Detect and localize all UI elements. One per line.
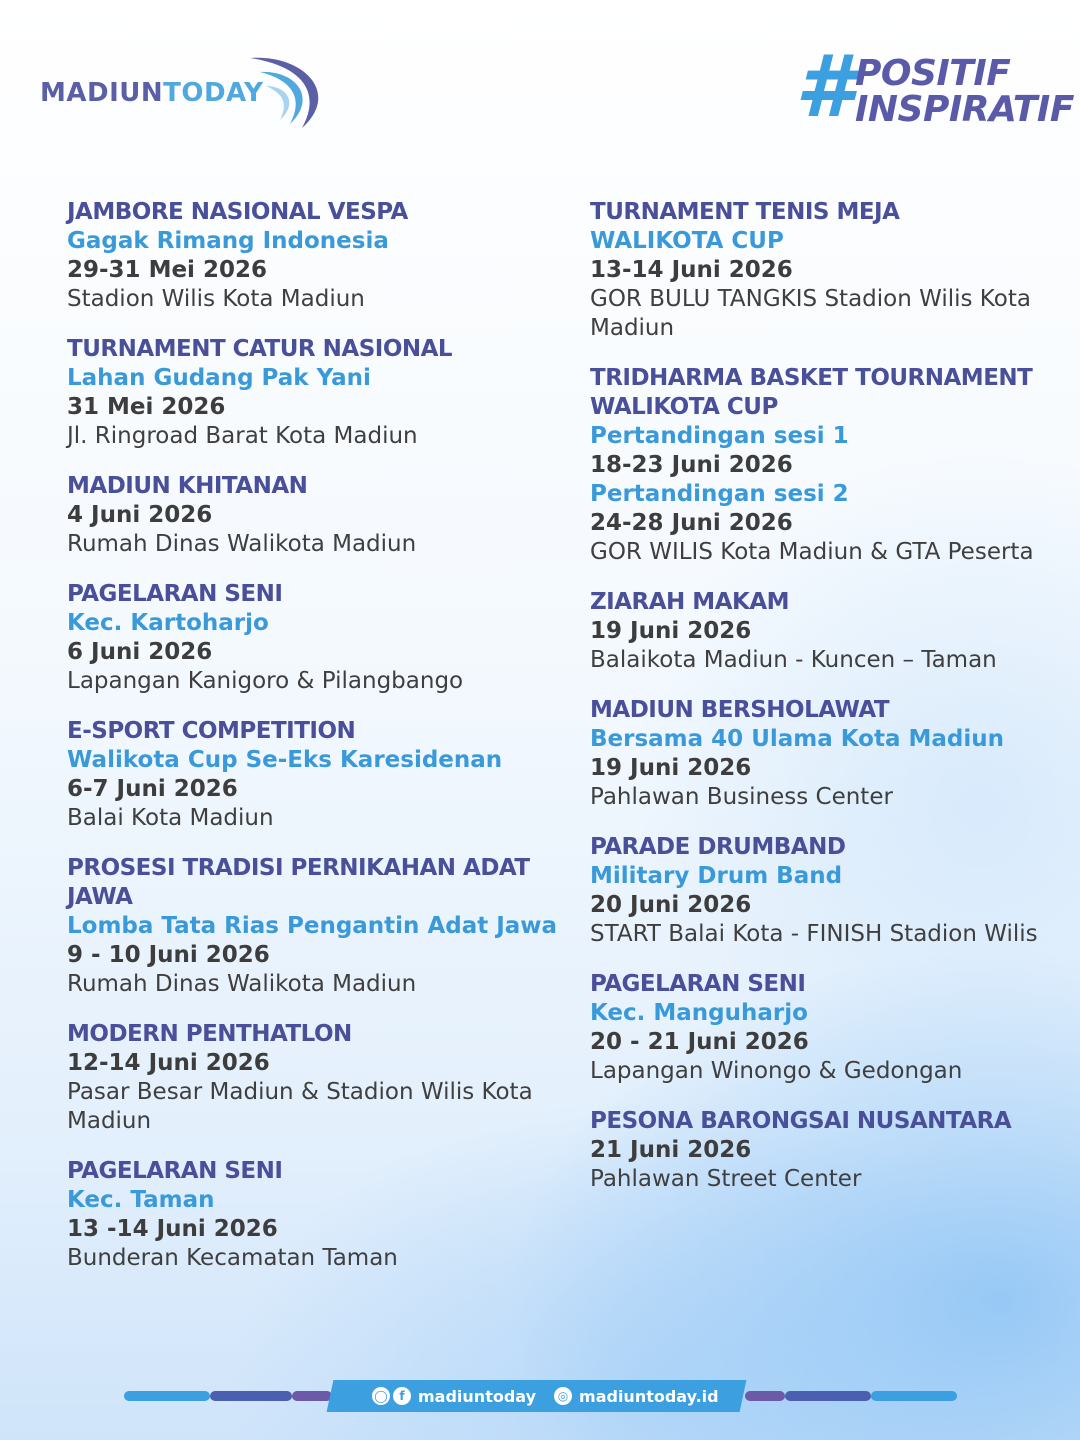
event-item [67, 1020, 567, 1136]
event-subtitle: WALIKOTA CUP [590, 228, 784, 254]
event-location: Rumah Dinas Walikota Madiun [67, 971, 417, 997]
event-title: PAGELARAN SENI [67, 1158, 283, 1184]
event-item [67, 472, 567, 559]
event-subtitle: Military Drum Band [590, 863, 843, 889]
event-location: START Balai Kota - FINISH Stadion Wilis [590, 921, 1038, 947]
hashtag-positif-inspiratif [795, 37, 1074, 137]
event-date: 19 Juni 2026 [590, 755, 752, 781]
event-title: PARADE DRUMBAND [590, 834, 846, 860]
right-event-column [590, 198, 1060, 1215]
event-item [590, 833, 1060, 949]
event-location: Jl. Ringroad Barat Kota Madiun [67, 423, 418, 449]
event-title: MODERN PENTHATLON [67, 1021, 352, 1047]
event-item [67, 1157, 567, 1273]
event-item [590, 970, 1060, 1086]
event-subtitle: Gagak Rimang Indonesia [67, 228, 389, 254]
footer-stripe [745, 1391, 785, 1401]
event-subtitle: Lomba Tata Rias Pengantin Adat Jawa [67, 913, 558, 939]
event-title: TRIDHARMA BASKET TOURNAMENT WALIKOTA CUP [590, 365, 1033, 420]
event-subtitle: Walikota Cup Se-Eks Karesidenan [67, 747, 503, 773]
hashtag-line-2: INSPIRATIF [855, 89, 1074, 130]
event-subtitle: Kec. Kartoharjo [67, 610, 269, 636]
event-item [590, 364, 1060, 567]
event-title: MADIUN KHITANAN [67, 473, 308, 499]
event-item [590, 588, 1060, 675]
event-location: Stadion Wilis Kota Madiun [67, 286, 365, 312]
event-date: 13 -14 Juni 2026 [67, 1216, 278, 1242]
hashtag-symbol: # [795, 37, 855, 137]
event-date: 6 Juni 2026 [67, 639, 213, 665]
event-location: Rumah Dinas Walikota Madiun [67, 531, 417, 557]
event-title: PESONA BARONGSAI NUSANTARA [590, 1108, 1012, 1134]
event-date: 19 Juni 2026 [590, 618, 752, 644]
event-subtitle: Kec. Taman [67, 1187, 215, 1213]
instagram-icon[interactable]: ◯ [372, 1387, 390, 1405]
footer-bar [0, 1380, 1080, 1414]
event-title: ZIARAH MAKAM [590, 589, 790, 615]
logo-swoosh-icon [230, 52, 340, 132]
logo-word-today: TODAY [163, 78, 264, 108]
event-date: 13-14 Juni 2026 [590, 257, 793, 283]
event-subtitle: Lahan Gudang Pak Yani [67, 365, 371, 391]
event-date: 4 Juni 2026 [67, 502, 213, 528]
event-title: PROSESI TRADISI PERNIKAHAN ADAT JAWA [67, 855, 530, 910]
event-title: PAGELARAN SENI [67, 581, 283, 607]
event-date: 20 - 21 Juni 2026 [590, 1029, 809, 1055]
left-event-column [67, 198, 567, 1294]
footer-stripe [210, 1391, 292, 1401]
event-item [67, 335, 567, 451]
event-location: GOR WILIS Kota Madiun & GTA Peserta [590, 539, 1034, 565]
event-item [67, 198, 567, 314]
footer-stripe [785, 1391, 871, 1401]
globe-icon[interactable]: ◎ [554, 1387, 572, 1405]
social-handle-link[interactable]: madiuntoday [418, 1386, 537, 1406]
event-date: 18-23 Juni 2026 [590, 452, 793, 478]
event-location: Balaikota Madiun - Kuncen – Taman [590, 647, 997, 673]
event-item [590, 1107, 1060, 1194]
event-date: 9 - 10 Juni 2026 [67, 942, 270, 968]
event-item [590, 696, 1060, 812]
event-title: PAGELARAN SENI [590, 971, 806, 997]
footer-stripe [871, 1391, 957, 1401]
event-location: Lapangan Winongo & Gedongan [590, 1058, 963, 1084]
event-location: Balai Kota Madiun [67, 805, 274, 831]
event-title: MADIUN BERSHOLAWAT [590, 697, 890, 723]
footer-stripe [124, 1391, 210, 1401]
event-item [67, 854, 567, 999]
event-item [67, 580, 567, 696]
facebook-icon[interactable]: f [393, 1387, 411, 1405]
madiuntoday-logo [40, 52, 302, 132]
event-location: Lapangan Kanigoro & Pilangbango [67, 668, 464, 694]
event-subtitle: Kec. Manguharjo [590, 1000, 808, 1026]
event-date: 6-7 Juni 2026 [67, 776, 238, 802]
event-date: 12-14 Juni 2026 [67, 1050, 270, 1076]
footer-stripe [292, 1391, 332, 1401]
event-date-2: 24-28 Juni 2026 [590, 510, 793, 536]
event-location: GOR BULU TANGKIS Stadion Wilis Kota Madiun [590, 286, 1031, 341]
website-link[interactable]: madiuntoday.id [579, 1386, 719, 1406]
event-date: 20 Juni 2026 [590, 892, 752, 918]
event-title: TURNAMENT TENIS MEJA [590, 199, 900, 225]
event-location: Pasar Besar Madiun & Stadion Wilis Kota Madiun [67, 1079, 533, 1134]
event-location: Pahlawan Business Center [590, 784, 893, 810]
footer-social-links [372, 1380, 719, 1412]
event-title: TURNAMENT CATUR NASIONAL [67, 336, 453, 362]
event-location: Pahlawan Street Center [590, 1166, 862, 1192]
event-date: 31 Mei 2026 [67, 394, 226, 420]
event-item [67, 717, 567, 833]
event-date: 21 Juni 2026 [590, 1137, 752, 1163]
event-subtitle: Pertandingan sesi 1 [590, 423, 849, 449]
event-title: E-SPORT COMPETITION [67, 718, 356, 744]
logo-word-madiun: MADIUN [40, 78, 164, 108]
event-date: 29-31 Mei 2026 [67, 257, 267, 283]
event-title: JAMBORE NASIONAL VESPA [67, 199, 408, 225]
event-location: Bunderan Kecamatan Taman [67, 1245, 398, 1271]
event-subtitle: Bersama 40 Ulama Kota Madiun [590, 726, 1005, 752]
hashtag-line-1: POSITIF [855, 53, 1011, 94]
event-subtitle-2: Pertandingan sesi 2 [590, 481, 849, 507]
event-item [590, 198, 1060, 343]
